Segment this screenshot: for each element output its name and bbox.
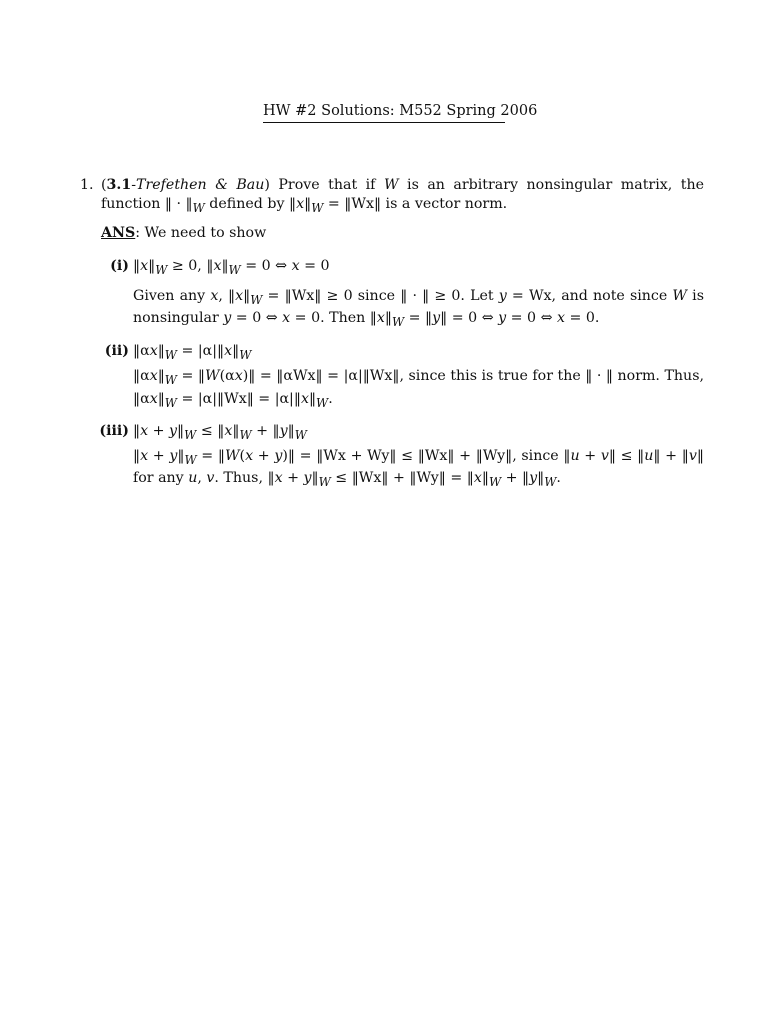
answer-parts [80, 257, 704, 492]
part-ii [80, 342, 704, 412]
part-label: (iii) [99, 422, 129, 439]
part-i [80, 257, 704, 332]
part-proof: $‖\alpha x‖_W$ = ‖W(αx)‖ = ‖αWx‖ = |α|‖Wx‖, since this is true for the ‖ · ‖ norm. Thus, $‖\alpha x‖_W$ = |α|‖Wx‖ = $|\alpha|‖x‖_W$. [133, 368, 704, 410]
part-proof: ‖x + $y‖_W$ = ‖W(x + y)‖ = ‖Wx + Wy‖ ≤ ‖Wx‖ + ‖Wy‖, since ‖u + v‖ ≤ ‖u‖ + ‖v‖ for any u, v. Thus, ‖x + $y‖_W$ ≤ ‖Wx‖ + ‖Wy‖ = $‖x‖_W$ + $‖y‖_W$. [133, 447, 704, 490]
problem-1 [80, 176, 704, 498]
problem-header [80, 176, 704, 218]
page-title: HW #2 Solutions: M552 Spring 2006 [263, 103, 505, 123]
problem-statement: (3.1-Trefethen & Bau) Prove that if W is an arbitrary nonsingular matrix, the function ‖ · $‖_W$ defined by $‖x‖_W$ = ‖Wx‖ is a vector norm. [101, 177, 704, 215]
part-iii [80, 422, 704, 492]
answer-intro [80, 224, 704, 243]
answer-intro-text: : We need to show [135, 224, 267, 241]
part-statement: ‖x + $y‖_W$ ≤ $‖x‖_W$ + $‖y‖_W$ [133, 422, 307, 442]
part-statement: $‖\alpha x‖_W$ = $|\alpha|‖x‖_W$ [133, 343, 252, 363]
part-label: (ii) [104, 343, 129, 360]
part-label: (i) [110, 257, 129, 274]
problem-number: 1. [80, 177, 94, 193]
part-statement: $‖x‖_W \ge 0$, $‖x‖_W = 0$ ⇔ x = 0 [133, 257, 330, 277]
answer-label: ANS [101, 224, 136, 241]
part-proof: Given any x, $‖x‖_W$ = ‖Wx‖ ≥ 0 since ‖ · ‖ ≥ 0. Let y = Wx, and note since W is nonsingular y = 0 ⇔ x = 0. Then $‖x‖_W$ = ‖y‖ = 0 ⇔ y = 0 ⇔ x = 0. [133, 287, 704, 330]
